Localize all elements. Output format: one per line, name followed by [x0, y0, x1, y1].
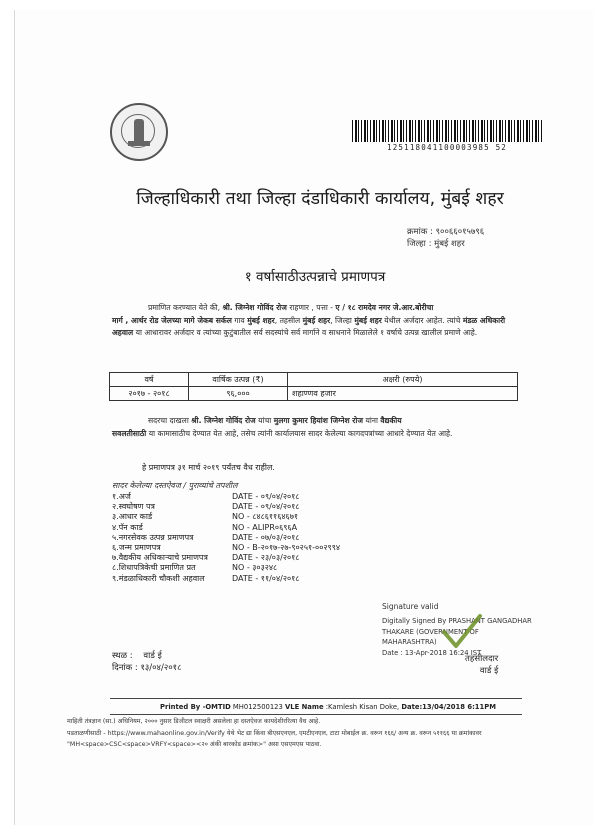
divider: [110, 714, 522, 715]
list-item: ६.जन्म प्रमाणपत्र NO - B-२०१७-२७-९०२५१-००२९९४: [112, 542, 341, 552]
signature-valid-label: Signature valid: [382, 602, 439, 611]
place-field: स्थळ : वार्ड ई: [112, 651, 162, 661]
purpose-paragraph: सदरचा दाखला श्री. जिग्नेश गोविंद रोज यांचा मुलगा कुमार हियांश जिग्नेश रोज यांना वैद्यकीय सवलतीसाठी या कामासाठीच देण्यात येत आहे, तसेच त्यांनी कार्यालयास सादर केलेल्या कागदपत्रांच्या आधारे देण्यात येत आहे.: [112, 416, 453, 438]
table-row: २०१७ - २०१८ ९६,००० शहाण्णव हजार: [110, 387, 518, 401]
divider: [110, 698, 522, 699]
documents-list: [112, 491, 372, 583]
list-item: ५.नगरसेवक उत्पन्न प्रमाणपत्र DATE - ०७/०३/२०१८: [112, 532, 300, 542]
validity-text: हे प्रमाणपत्र ३१ मार्च २०१९ पर्यंतच वैध राहील.: [142, 463, 275, 472]
certificate-number: क्रमांक : ९००६६०१५७९६: [407, 227, 485, 237]
printed-by-line: Printed By -OMTID MH012500123 VLE Name :Kamlesh Kisan Doke, Date:13/04/2018 6:11PM: [160, 703, 496, 711]
tahsildar-designation: तहसीलदार वार्ड ई: [465, 654, 499, 676]
date-field: दिनांक : १३/०४/२०१८: [112, 663, 182, 673]
barcode: [352, 120, 542, 142]
district-label: जिल्हा : मुंबई शहर: [407, 239, 465, 249]
list-item: ३.आधार कार्ड NO - ८४८६११६४६७१: [112, 512, 299, 522]
verification-footer: माहिती तंत्रज्ञान (सा.) अधिनियम, २००० नुसार डिजीटल स्वाक्षरी असलेला हा दस्तऐवज कायदेशीररित्या वैध आहे. पडताळणीसाठी - https://www.mahaonline.gov.in/Verify येथे भेट द्या किंवा बीएसएनएल, एमटीएनएल, टाटा मोबाईल क्र. वरून १६६/ अन्य क्र. वरून ५११६६ या क्रमांकावर "MH<space>CSC<space>VRFY<space><२० अंकी बारकोड क्रमांक>" असा एसएमएस पाठवा.: [67, 718, 482, 748]
barcode-number: 125118041100003985 52: [386, 143, 508, 152]
intro-paragraph: प्रमाणित करण्यात येते की, श्री. जिग्नेश गोविंद रोज राहणार , पत्ता - ए / १८ रामदेव नगर जे.आर.बोरीचा मार्ग , आर्थर रोड जेलच्या मागे जेकब सर्कल गाव मुंबई शहर, तहसील मुंबई शहर, जिल्हा मुंबई शहर येथील अर्जदार आहेत. त्यांचे मंडळ अधिकारी अहवाल या आधारावर अर्जदार व त्यांच्या कुटुंबातील सर्व सदस्यांचे सर्व मार्गाने व साधनाने मिळालेले १ वर्षाचे उत्पन्न खालील प्रमाणे आहे.: [112, 303, 506, 338]
maharashtra-emblem-icon: [110, 103, 168, 161]
report-type: मंडळ अधिकारी अहवाल: [112, 315, 506, 338]
signature-check-icon: [440, 612, 484, 652]
list-item: १.अर्ज DATE - ०९/०४/२०१८: [112, 492, 300, 501]
office-title: जिल्हाधिकारी तथा जिल्हा दंडाधिकारी कार्यालय, मुंबई शहर: [136, 189, 504, 209]
income-table: [109, 372, 518, 401]
list-item: ७.वैद्यकीय अधिकाऱ्याचे प्रमाणपत्र DATE - २३/०३/२०१८: [112, 553, 300, 563]
address-line-1: ए / १८ रामदेव नगर जे.आर.बोरीचा: [335, 303, 434, 312]
address-line-2: मार्ग , आर्थर रोड जेलच्या मागे जेकब सर्कल: [112, 315, 232, 325]
digital-signature-block: Digitally Signed By PRASHANT GANGADHAR THAKARE (GOVERNMENT OF MAHARASHTRA) Date : 13-Apr-2018 16:24 IST: [382, 617, 532, 657]
beneficiary-name: मुलगा कुमार हियांश जिग्नेश रोज: [273, 416, 364, 425]
table-header-row: वर्ष वार्षिक उत्पन्न (₹) अक्षरी (रुपये): [110, 373, 518, 387]
list-item: ८.शिधापत्रिकेची प्रमाणित प्रत NO - ३०३२४८: [112, 563, 278, 573]
documents-heading: सादर केलेल्या दस्तऐवज / पुराव्यांचे तपशील: [112, 481, 238, 490]
applicant-name: श्री. जिग्नेश गोविंद रोज: [222, 303, 287, 312]
certificate-title: १ वर्षासाठीउत्पन्नाचे प्रमाणपत्र: [244, 269, 386, 285]
list-item: ४.पॅन कार्ड NO - ALIPR०६९६A: [112, 522, 298, 532]
list-item: ९.मंडळाधिकारी चौकशी अहवाल DATE - ११/०४/२०१८: [112, 573, 300, 583]
list-item: २.स्वघोषण पत्र DATE - ०९/०४/२०१८: [112, 502, 300, 512]
